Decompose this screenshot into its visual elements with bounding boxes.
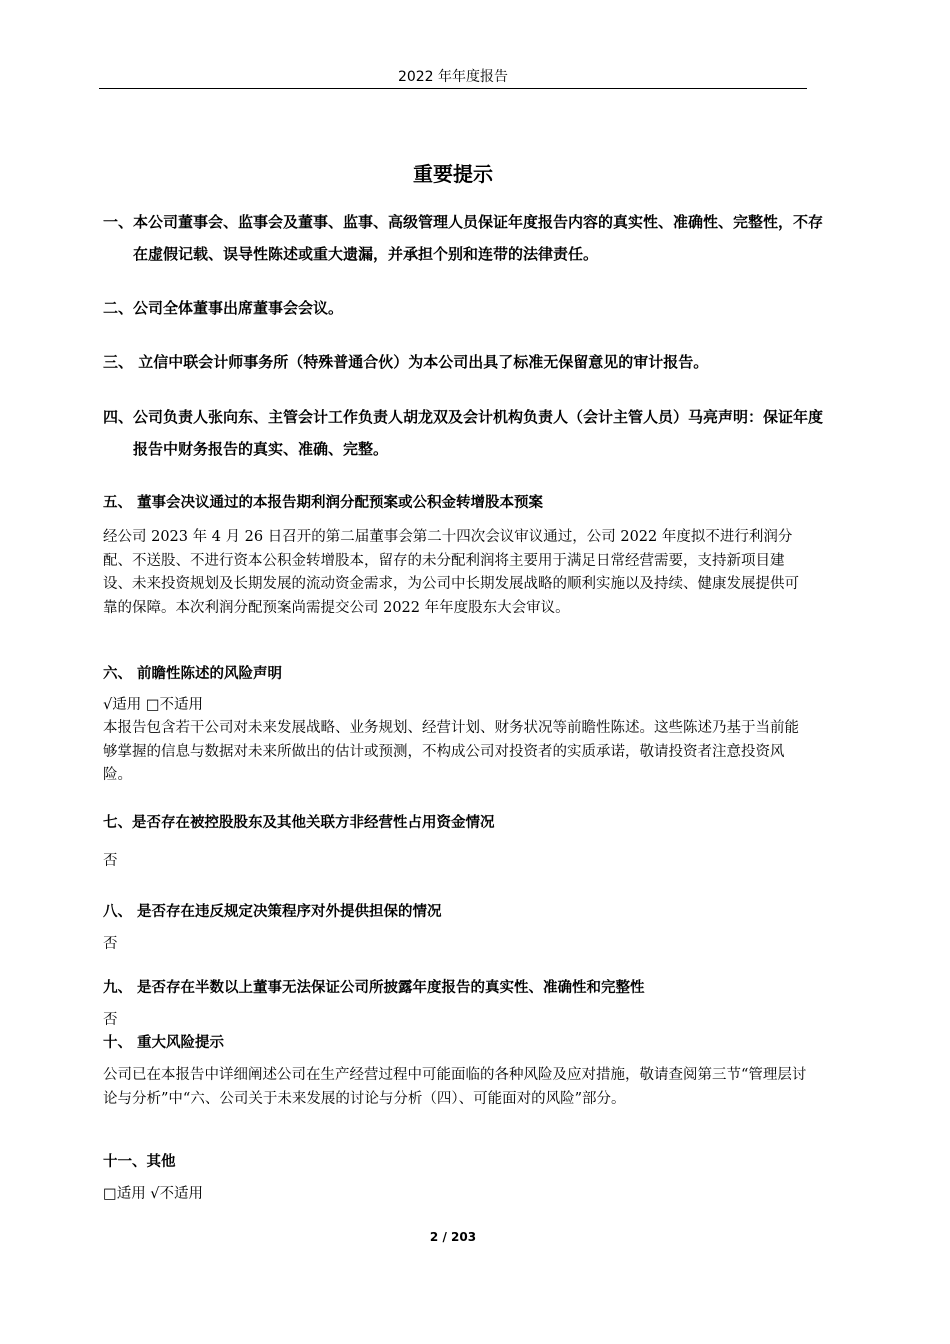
section-10-heading: 十、 重大风险提示	[103, 1035, 225, 1051]
header-divider	[99, 88, 807, 89]
section-8-heading: 八、 是否存在违反规定决策程序对外提供担保的情况	[103, 904, 442, 920]
page-title: 重要提示	[413, 162, 493, 186]
section-10-body: 公司已在本报告中详细阐述公司在生产经营过程中可能面临的各种风险及应对措施，敬请查阅第三节“管理层讨论与分析”中“六、公司关于未来发展的讨论与分析（四）、可能面对的风险”部分。	[103, 1067, 807, 1107]
section-3-heading: 三、 立信中联会计师事务所（特殊普通合伙）为本公司出具了标准无保留意见的审计报告。	[103, 353, 709, 371]
section-6-body: 本报告包含若干公司对未来发展战略、业务规划、经营计划、财务状况等前瞻性陈述。这些陈述乃基于当前能够掌握的信息与数据对未来所做出的估计或预测，不构成公司对投资者的实质承诺，敬请投资者注意投资风险。	[103, 720, 799, 783]
section-11-applicability: □适用 √不适用	[103, 1186, 204, 1202]
section-5-body: 经公司 2023 年 4 月 26 日召开的第二届董事会第二十四次会议审议通过，公司 2022 年度拟不进行利润分配、不送股、不进行资本公积金转增股本，留存的未分配利润将主要用于满足日常经营需要，支持新项目建设、未来投资规划及长期发展的流动资金需求，为公司中长期发展战略的顺利实施以及持续、健康发展提供可靠的保障。本次利润分配预案尚需提交公司 2022 年年度股东大会审议。	[103, 529, 799, 616]
section-8-answer: 否	[103, 936, 118, 952]
section-7-answer: 否	[103, 853, 118, 869]
section-11-heading: 十一、其他	[103, 1154, 176, 1170]
section-6-heading: 六、 前瞻性陈述的风险声明	[103, 666, 283, 682]
section-4-heading: 四、公司负责人张向东、主管会计工作负责人胡龙双及会计机构负责人（会计主管人员）马亮声明：保证年度报告中财务报告的真实、准确、完整。	[103, 408, 824, 458]
section-6-applicability: √适用 □不适用	[103, 697, 204, 713]
running-header: 2022 年年度报告	[397, 69, 509, 85]
section-9-heading: 九、 是否存在半数以上董事无法保证公司所披露年度报告的真实性、准确性和完整性	[103, 980, 645, 996]
page-number: 2 / 203	[429, 1230, 477, 1244]
section-1-heading: 一、本公司董事会、监事会及董事、监事、高级管理人员保证年度报告内容的真实性、准确性、完整性，不存在虚假记载、误导性陈述或重大遗漏，并承担个别和连带的法律责任。	[103, 213, 824, 263]
section-9-answer: 否	[103, 1012, 118, 1028]
section-7-heading: 七、是否存在被控股股东及其他关联方非经营性占用资金情况	[103, 815, 495, 831]
section-5-heading: 五、 董事会决议通过的本报告期利润分配预案或公积金转增股本预案	[103, 495, 544, 511]
section-2-heading: 二、公司全体董事出席董事会会议。	[103, 299, 344, 317]
